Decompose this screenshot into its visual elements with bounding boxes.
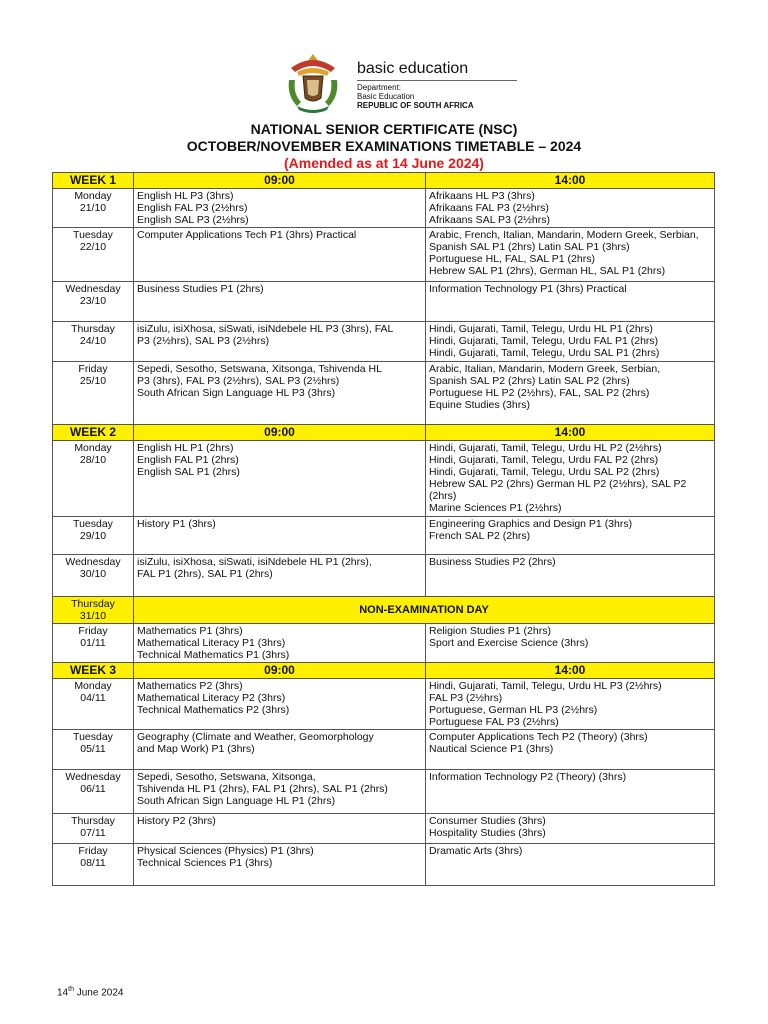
morning-session-cell — [134, 441, 426, 517]
day-date: 23/10 — [79, 295, 107, 307]
subject-entry: Portuguese HL P2 (2½hrs), FAL, SAL P2 (2hrs) — [429, 387, 650, 399]
day-name: Wednesday — [65, 556, 121, 568]
session-am-header: 09:00 — [134, 663, 426, 679]
subject-entry: Hospitality Studies (3hrs) — [429, 827, 546, 839]
exam-day-row — [53, 555, 715, 597]
subject-entry: Sepedi, Sesotho, Setswana, Xitsonga, — [137, 771, 316, 783]
day-date: 22/10 — [79, 241, 107, 253]
day-name: Friday — [78, 363, 108, 375]
week-label: WEEK 1 — [53, 173, 134, 189]
exam-day-row — [53, 770, 715, 814]
subject-entry: Portuguese, German HL P3 (2½hrs) — [429, 704, 598, 716]
morning-session-cell — [134, 624, 426, 663]
afternoon-session-cell — [426, 844, 715, 886]
week-label: WEEK 2 — [53, 425, 134, 441]
subject-entry: Sepedi, Sesotho, Setswana, Xitsonga, Tshivenda HL — [137, 363, 382, 375]
subject-entry: English SAL P1 (2hrs) — [137, 466, 240, 478]
subject-entry: FAL P3 (2½hrs) — [429, 692, 503, 704]
subject-entry: Arabic, Italian, Mandarin, Modern Greek, Serbian, — [429, 363, 661, 375]
week-header-row — [53, 425, 715, 441]
subject-entry: Information Technology P1 (3hrs) Practical — [429, 283, 627, 295]
amended-note: (Amended as at 14 June 2024) — [284, 155, 484, 171]
subject-entry: Technical Mathematics P1 (3hrs) — [137, 649, 290, 661]
day-cell — [53, 362, 134, 425]
day-name: Thursday — [71, 598, 115, 610]
day-cell — [53, 517, 134, 555]
org-divider — [357, 80, 517, 81]
subject-entry: Mathematical Literacy P1 (3hrs) — [137, 637, 286, 649]
subject-entry: Religion Studies P1 (2hrs) — [429, 625, 551, 637]
subject-entry: Hebrew SAL P1 (2hrs), German HL, SAL P1 (2hrs) — [429, 265, 666, 277]
session-pm-header: 14:00 — [426, 173, 715, 189]
subject-entry: Technical Sciences P1 (3hrs) — [137, 857, 273, 869]
morning-session-cell — [134, 730, 426, 770]
day-cell — [53, 624, 134, 663]
subject-entry: Hindi, Gujarati, Tamil, Telegu, Urdu SAL P1 (2hrs) — [429, 347, 660, 359]
subject-entry: Portuguese HL, FAL, SAL P1 (2hrs) — [429, 253, 595, 265]
subject-entry: and Map Work) P1 (3hrs) — [137, 743, 255, 755]
subject-entry: Afrikaans FAL P3 (2½hrs) — [429, 202, 549, 214]
day-date: 06/11 — [80, 783, 106, 795]
day-cell — [53, 597, 134, 624]
day-name: Thursday — [71, 815, 115, 827]
day-cell — [53, 441, 134, 517]
day-date: 24/10 — [79, 335, 107, 347]
session-am-header: 09:00 — [134, 173, 426, 189]
day-date: 05/11 — [80, 743, 106, 755]
subject-entry: French SAL P2 (2hrs) — [429, 530, 531, 542]
day-name: Friday — [78, 845, 108, 857]
day-cell — [53, 189, 134, 228]
day-cell — [53, 282, 134, 322]
morning-session-cell — [134, 517, 426, 555]
day-cell — [53, 322, 134, 362]
afternoon-session-cell — [426, 624, 715, 663]
day-date: 04/11 — [80, 692, 106, 704]
day-cell — [53, 844, 134, 886]
subject-entry: Tshivenda HL P1 (2hrs), FAL P1 (2hrs), SAL P1 (2hrs) — [137, 783, 388, 795]
morning-session-cell — [134, 362, 426, 425]
afternoon-session-cell — [426, 282, 715, 322]
doc-title: NATIONAL SENIOR CERTIFICATE (NSC) — [250, 121, 518, 137]
day-date: 25/10 — [79, 375, 107, 387]
day-cell — [53, 730, 134, 770]
department-header — [357, 60, 517, 110]
doc-subtitle: OCTOBER/NOVEMBER EXAMINATIONS TIMETABLE – 2024 — [186, 138, 582, 154]
morning-session-cell — [134, 555, 426, 597]
subject-entry: Computer Applications Tech P1 (3hrs) Practical — [137, 229, 357, 241]
subject-entry: South African Sign Language HL P3 (3hrs) — [137, 387, 336, 399]
afternoon-session-cell — [426, 322, 715, 362]
subject-entry: Hebrew SAL P2 (2hrs) German HL P2 (2½hrs), SAL P2 — [429, 478, 687, 490]
day-date: 28/10 — [79, 454, 107, 466]
subject-entry: Hindi, Gujarati, Tamil, Telegu, Urdu SAL P2 (2hrs) — [429, 466, 660, 478]
day-name: Tuesday — [73, 518, 113, 530]
week-label: WEEK 3 — [53, 663, 134, 679]
subject-entry: (2hrs) — [429, 490, 457, 502]
subject-entry: Nautical Science P1 (3hrs) — [429, 743, 554, 755]
day-date: 01/11 — [80, 637, 106, 649]
exam-day-row — [53, 228, 715, 282]
subject-entry: Business Studies P1 (2hrs) — [137, 283, 264, 295]
afternoon-session-cell — [426, 517, 715, 555]
exam-day-row — [53, 730, 715, 770]
morning-session-cell — [134, 814, 426, 844]
morning-session-cell — [134, 322, 426, 362]
subject-entry: English SAL P3 (2½hrs) — [137, 214, 249, 226]
exam-day-row — [53, 441, 715, 517]
coat-of-arms-logo — [283, 50, 343, 116]
morning-session-cell — [134, 844, 426, 886]
day-name: Wednesday — [65, 771, 121, 783]
subject-entry: isiZulu, isiXhosa, siSwati, isiNdebele HL P1 (2hrs), — [137, 556, 372, 568]
day-cell — [53, 555, 134, 597]
subject-entry: History P2 (3hrs) — [137, 815, 216, 827]
afternoon-session-cell — [426, 228, 715, 282]
morning-session-cell — [134, 770, 426, 814]
exam-day-row — [53, 814, 715, 844]
week-header-row — [53, 173, 715, 189]
subject-entry: Afrikaans HL P3 (3hrs) — [429, 190, 535, 202]
non-exam-day-row — [53, 597, 715, 624]
footer-date: 14th June 2024 — [57, 986, 124, 999]
subject-entry: Mathematics P1 (3hrs) — [137, 625, 243, 637]
session-am-header: 09:00 — [134, 425, 426, 441]
day-cell — [53, 814, 134, 844]
day-cell — [53, 228, 134, 282]
subject-entry: Engineering Graphics and Design P1 (3hrs) — [429, 518, 633, 530]
day-name: Monday — [74, 442, 112, 454]
day-date: 08/11 — [80, 857, 106, 869]
subject-entry: Mathematical Literacy P2 (3hrs) — [137, 692, 286, 704]
subject-entry: English HL P3 (3hrs) — [137, 190, 234, 202]
day-date: 21/10 — [79, 202, 107, 214]
subject-entry: Consumer Studies (3hrs) — [429, 815, 546, 827]
subject-entry: Computer Applications Tech P2 (Theory) (3hrs) — [429, 731, 648, 743]
afternoon-session-cell — [426, 679, 715, 730]
subject-entry: Hindi, Gujarati, Tamil, Telegu, Urdu HL P3 (2½hrs) — [429, 680, 662, 692]
subject-entry: Technical Mathematics P2 (3hrs) — [137, 704, 290, 716]
subject-entry: Arabic, French, Italian, Mandarin, Modern Greek, Serbian, — [429, 229, 699, 241]
subject-entry: Spanish SAL P1 (2hrs) Latin SAL P1 (3hrs) — [429, 241, 630, 253]
subject-entry: Afrikaans SAL P3 (2½hrs) — [429, 214, 550, 226]
afternoon-session-cell — [426, 189, 715, 228]
subject-entry: English FAL P3 (2½hrs) — [137, 202, 248, 214]
day-date: 30/10 — [79, 568, 107, 580]
subject-entry: Hindi, Gujarati, Tamil, Telegu, Urdu FAL P1 (2hrs) — [429, 335, 659, 347]
subject-entry: Marine Sciences P1 (2½hrs) — [429, 502, 562, 514]
day-date: 29/10 — [79, 530, 107, 542]
exam-day-row — [53, 679, 715, 730]
subject-entry: Hindi, Gujarati, Tamil, Telegu, Urdu FAL P2 (2hrs) — [429, 454, 659, 466]
subject-entry: Hindi, Gujarati, Tamil, Telegu, Urdu HL P2 (2½hrs) — [429, 442, 662, 454]
day-cell — [53, 770, 134, 814]
subject-entry: P3 (2½hrs), SAL P3 (2½hrs) — [137, 335, 270, 347]
subject-entry: History P1 (3hrs) — [137, 518, 216, 530]
day-name: Monday — [74, 680, 112, 692]
exam-day-row — [53, 282, 715, 322]
day-name: Thursday — [71, 323, 115, 335]
day-date: 07/11 — [80, 827, 106, 839]
morning-session-cell — [134, 282, 426, 322]
day-name: Friday — [78, 625, 108, 637]
subject-entry: Physical Sciences (Physics) P1 (3hrs) — [137, 845, 314, 857]
subject-entry: Portuguese FAL P3 (2½hrs) — [429, 716, 559, 728]
org-sub-republic: REPUBLIC OF SOUTH AFRICA — [357, 101, 474, 110]
subject-entry: Information Technology P2 (Theory) (3hrs) — [429, 771, 627, 783]
afternoon-session-cell — [426, 362, 715, 425]
subject-entry: P3 (3hrs), FAL P3 (2½hrs), SAL P3 (2½hrs) — [137, 375, 340, 387]
subject-entry: English FAL P1 (2hrs) — [137, 454, 239, 466]
exam-day-row — [53, 189, 715, 228]
exam-day-row — [53, 844, 715, 886]
org-sub-basic-education: Basic Education — [357, 92, 415, 101]
day-name: Wednesday — [65, 283, 121, 295]
timetable — [52, 172, 715, 886]
subject-entry: Business Studies P2 (2hrs) — [429, 556, 556, 568]
subject-entry: English HL P1 (2hrs) — [137, 442, 234, 454]
afternoon-session-cell — [426, 441, 715, 517]
day-date: 31/10 — [79, 610, 107, 622]
subject-entry: FAL P1 (2hrs), SAL P1 (2hrs) — [137, 568, 273, 580]
subject-entry: Spanish SAL P2 (2hrs) Latin SAL P2 (2hrs) — [429, 375, 630, 387]
subject-entry: South African Sign Language HL P1 (2hrs) — [137, 795, 336, 807]
subject-entry: Geography (Climate and Weather, Geomorphology — [137, 731, 374, 743]
afternoon-session-cell — [426, 730, 715, 770]
morning-session-cell — [134, 228, 426, 282]
subject-entry: Dramatic Arts (3hrs) — [429, 845, 523, 857]
afternoon-session-cell — [426, 555, 715, 597]
subject-entry: Sport and Exercise Science (3hrs) — [429, 637, 589, 649]
exam-day-row — [53, 517, 715, 555]
exam-day-row — [53, 322, 715, 362]
subject-entry: Equine Studies (3hrs) — [429, 399, 530, 411]
afternoon-session-cell — [426, 770, 715, 814]
subject-entry: Hindi, Gujarati, Tamil, Telegu, Urdu HL P1 (2hrs) — [429, 323, 653, 335]
day-name: Monday — [74, 190, 112, 202]
day-name: Tuesday — [73, 229, 113, 241]
org-sub-department: Department: — [357, 83, 402, 92]
session-pm-header: 14:00 — [426, 425, 715, 441]
subject-entry: Mathematics P2 (3hrs) — [137, 680, 243, 692]
non-exam-day-label: NON-EXAMINATION DAY — [134, 597, 715, 624]
day-cell — [53, 679, 134, 730]
session-pm-header: 14:00 — [426, 663, 715, 679]
exam-day-row — [53, 362, 715, 425]
morning-session-cell — [134, 189, 426, 228]
day-name: Tuesday — [73, 731, 113, 743]
morning-session-cell — [134, 679, 426, 730]
org-name: basic education — [357, 60, 469, 77]
week-header-row — [53, 663, 715, 679]
subject-entry: isiZulu, isiXhosa, siSwati, isiNdebele HL P3 (3hrs), FAL — [137, 323, 394, 335]
afternoon-session-cell — [426, 814, 715, 844]
exam-day-row — [53, 624, 715, 663]
